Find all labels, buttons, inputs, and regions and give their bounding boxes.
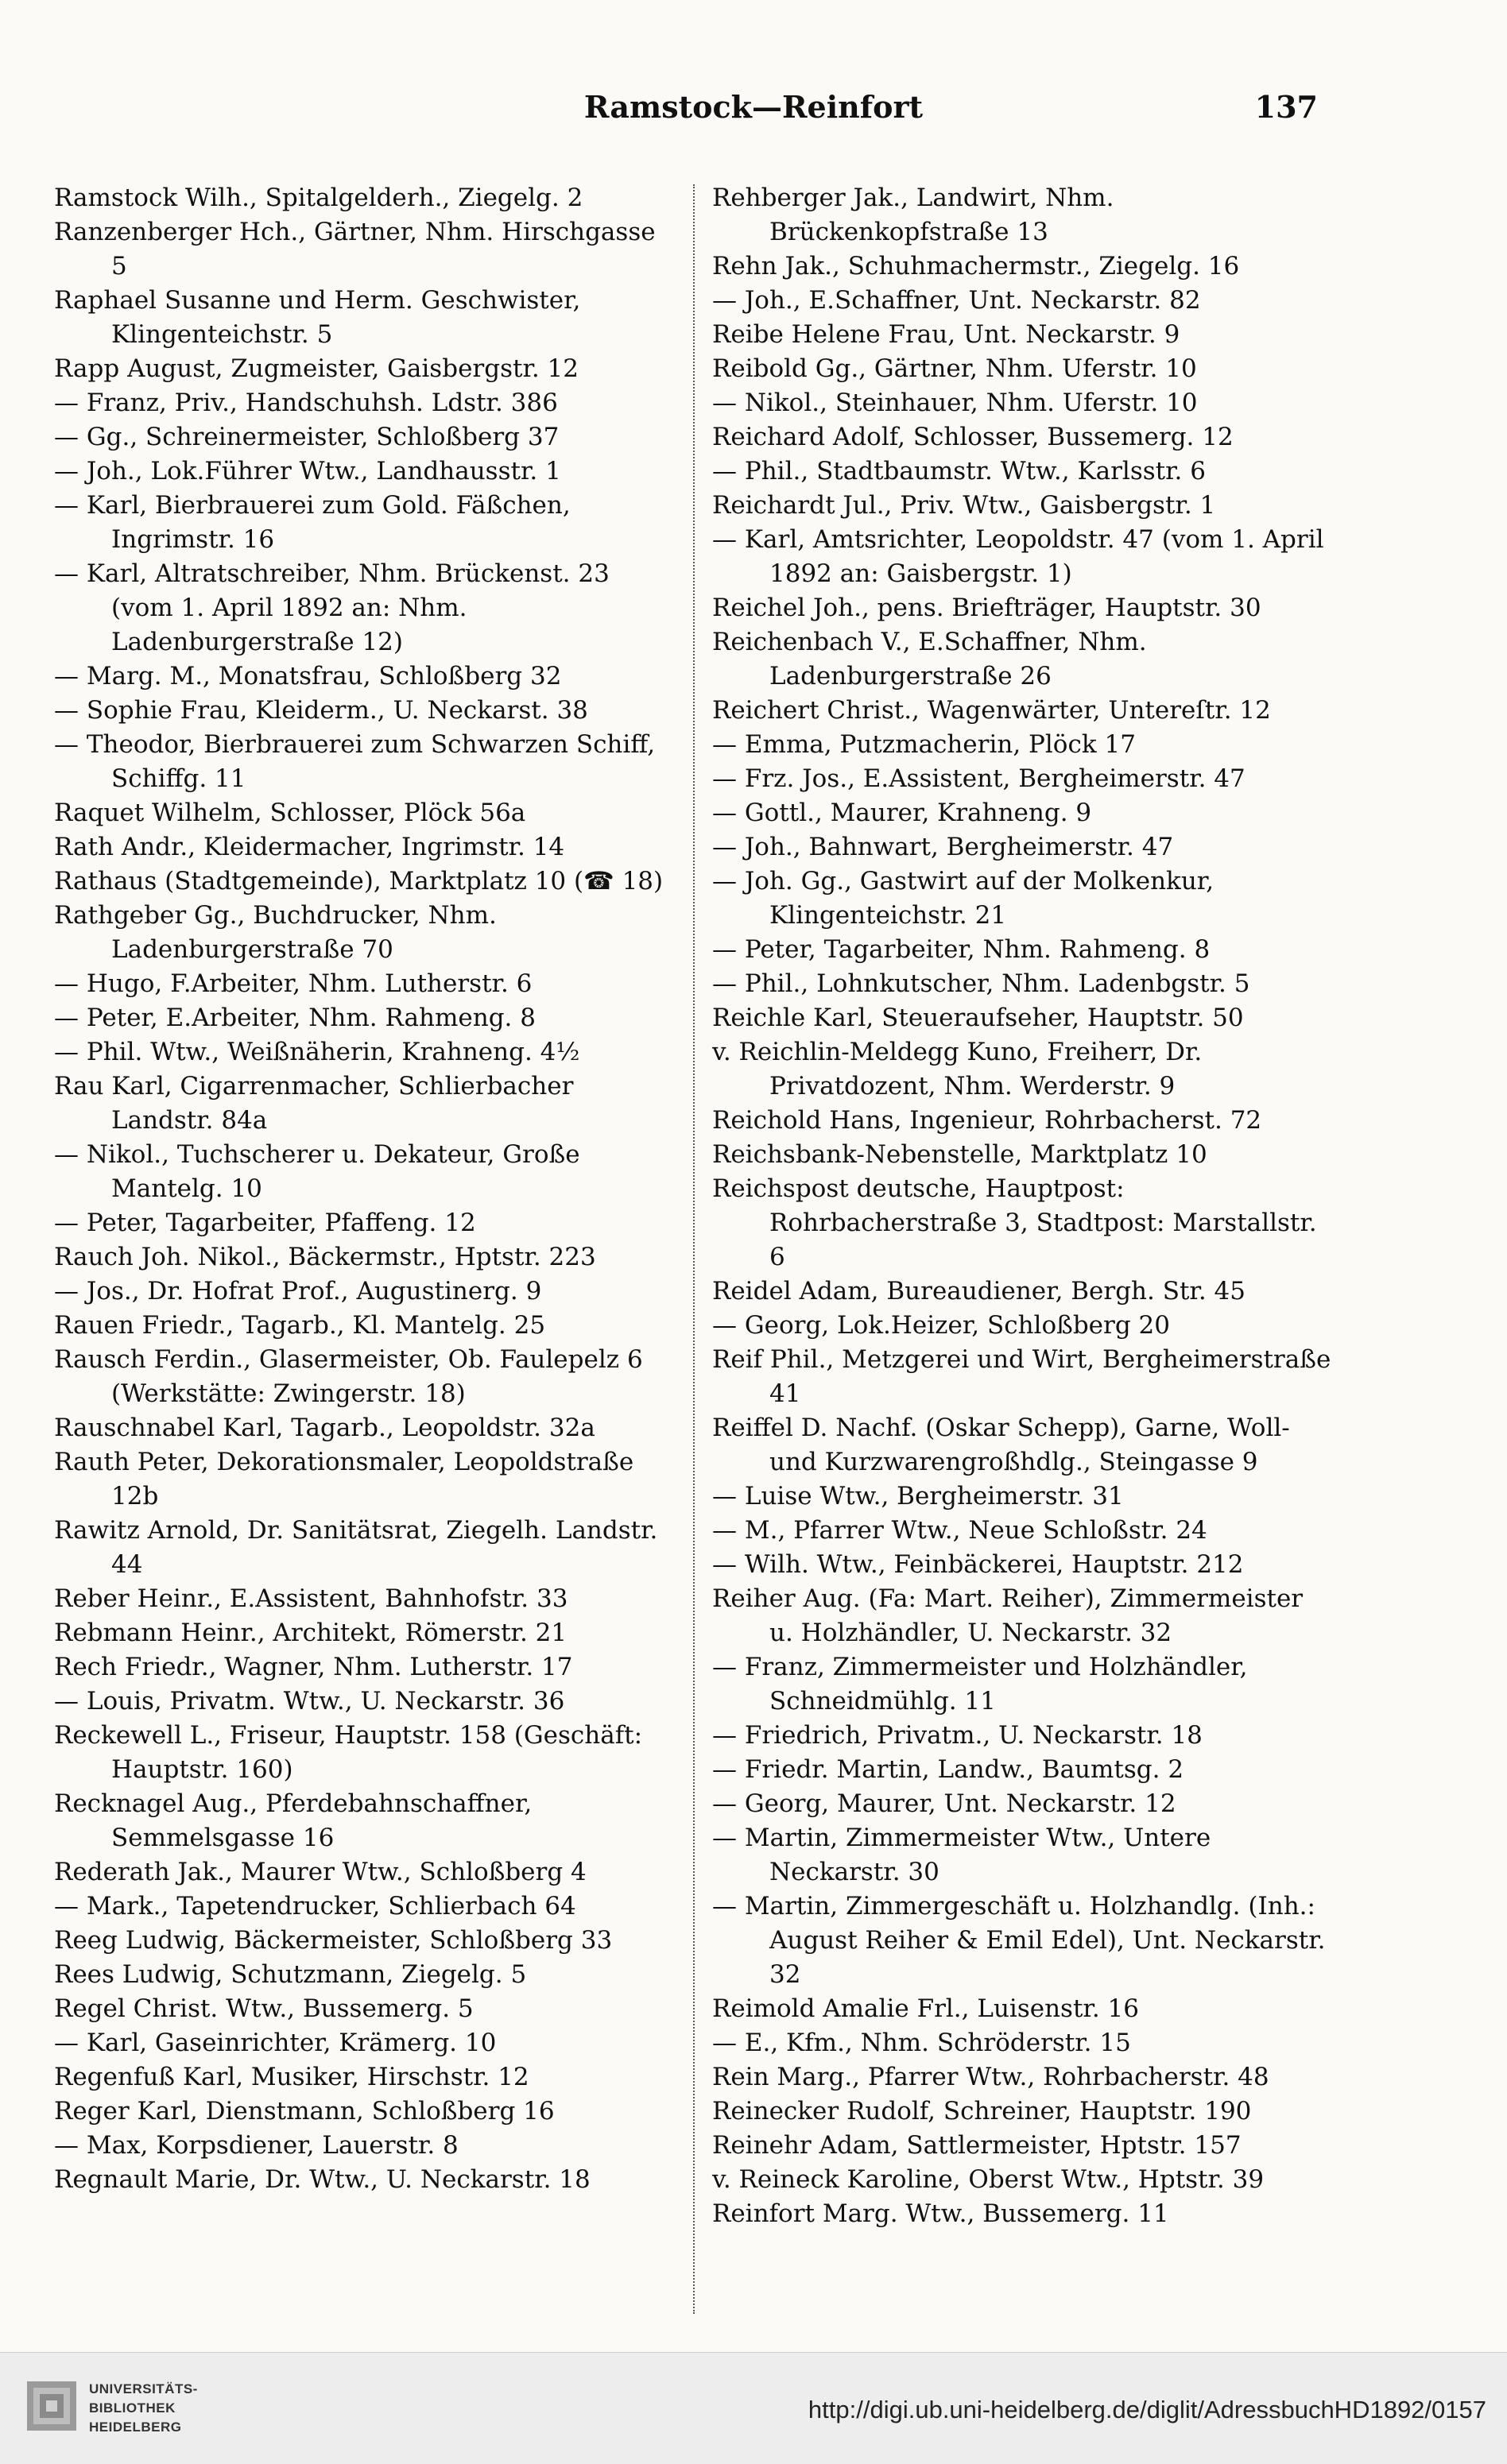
directory-entry: Rawitz Arnold, Dr. Sanitätsrat, Ziegelh. Landstr. 44	[54, 1516, 658, 1579]
directory-entry: — Sophie Frau, Kleiderm., U. Neckarst. 38	[54, 696, 588, 725]
directory-entry: Raphael Susanne und Herm. Geschwister, Klingenteichstr. 5	[54, 286, 581, 349]
directory-entry: Reichardt Jul., Priv. Wtw., Gaisbergstr. 1	[712, 491, 1216, 520]
directory-entry: Ranzenberger Hch., Gärtner, Nhm. Hirschgasse 5	[54, 218, 656, 280]
directory-entry: Rauen Friedr., Tagarb., Kl. Mantelg. 25	[54, 1311, 546, 1340]
library-name	[89, 2380, 198, 2437]
directory-entry: Reimold Amalie Frl., Luisenstr. 16	[712, 1994, 1139, 2023]
directory-entry: Reichold Hans, Ingenieur, Rohrbacherst. 72	[712, 1106, 1262, 1135]
directory-entry: Reibold Gg., Gärtner, Nhm. Uferstr. 10	[712, 354, 1197, 383]
directory-entry: — Marg. M., Monatsfrau, Schloßberg 32	[54, 662, 562, 690]
directory-entry: Rausch Ferdin., Glasermeister, Ob. Faulepelz 6 (Werkstätte: Zwingerstr. 18)	[54, 1345, 643, 1408]
directory-entry: — Gottl., Maurer, Krahneng. 9	[712, 799, 1092, 827]
directory-entry: Rath Andr., Kleidermacher, Ingrimstr. 14	[54, 833, 565, 861]
directory-entry: Rathaus (Stadtgemeinde), Marktplatz 10 (☎ 18)	[54, 867, 664, 895]
directory-entry: Raquet Wilhelm, Schlosser, Plöck 56a	[54, 799, 526, 827]
directory-entry: — Franz, Zimmermeister und Holzhändler, Schneidmühlg. 11	[712, 1653, 1248, 1716]
directory-entry: Rebmann Heinr., Architekt, Römerstr. 21	[54, 1619, 568, 1647]
page-header	[0, 89, 1507, 137]
directory-entry: Reiher Aug. (Fa: Mart. Reiher), Zimmermeister u. Holzhändler, U. Neckarstr. 32	[712, 1584, 1304, 1647]
directory-entry: — Peter, Tagarbeiter, Nhm. Rahmeng. 8	[712, 935, 1211, 964]
directory-entry: Rederath Jak., Maurer Wtw., Schloßberg 4	[54, 1858, 587, 1886]
directory-entry: — Martin, Zimmermeister Wtw., Untere Neckarstr. 30	[712, 1824, 1211, 1886]
directory-entry: Reichenbach V., E.Schaffner, Nhm. Ladenburgerstraße 26	[712, 628, 1147, 690]
directory-entry: v. Reichlin-Meldegg Kuno, Freiherr, Dr. Privatdozent, Nhm. Werderstr. 9	[712, 1038, 1203, 1100]
directory-entry: Reichard Adolf, Schlosser, Bussemerg. 12	[712, 423, 1234, 451]
directory-entry: — Martin, Zimmergeschäft u. Holzhandlg. (Inh.: August Reiher & Emil Edel), Unt. Neckarstr. 32	[712, 1892, 1326, 1989]
directory-entry: — Hugo, F.Arbeiter, Nhm. Lutherstr. 6	[54, 969, 533, 998]
directory-entry: Reichel Joh., pens. Briefträger, Hauptstr. 30	[712, 594, 1261, 622]
directory-entry: Reichert Christ., Wagenwärter, Untereſtr. 12	[712, 696, 1271, 725]
directory-entry: — Nikol., Steinhauer, Nhm. Uferstr. 10	[712, 389, 1198, 417]
directory-entry: Rau Karl, Cigarrenmacher, Schlierbacher Landstr. 84a	[54, 1072, 574, 1135]
directory-entry: — Karl, Amtsrichter, Leopoldstr. 47 (vom 1. April 1892 an: Gaisbergstr. 1)	[712, 525, 1324, 588]
left-column	[54, 181, 679, 2197]
directory-entry: Reinfort Marg. Wtw., Bussemerg. 11	[712, 2199, 1169, 2228]
library-seal-icon	[24, 2378, 79, 2434]
directory-entry: — Joh., Bahnwart, Bergheimerstr. 47	[712, 833, 1174, 861]
directory-entry: — Luise Wtw., Bergheimerstr. 31	[712, 1482, 1124, 1511]
directory-entry: — Nikol., Tuchscherer u. Dekateur, Große Mantelg. 10	[54, 1140, 580, 1203]
directory-entry: Reeg Ludwig, Bäckermeister, Schloßberg 33	[54, 1926, 613, 1955]
directory-entry: — Karl, Bierbrauerei zum Gold. Fäßchen, Ingrimstr. 16	[54, 491, 571, 554]
directory-entry: — Joh., E.Schaffner, Unt. Neckarstr. 82	[712, 286, 1201, 315]
directory-entry: — Louis, Privatm. Wtw., U. Neckarstr. 36	[54, 1687, 565, 1716]
directory-entry: Regnault Marie, Dr. Wtw., U. Neckarstr. 18	[54, 2165, 591, 2194]
directory-entry: — Wilh. Wtw., Feinbäckerei, Hauptstr. 212	[712, 1550, 1244, 1579]
directory-entry: Reichsbank-Nebenstelle, Marktplatz 10	[712, 1140, 1207, 1169]
directory-entry: Reibe Helene Frau, Unt. Neckarstr. 9	[712, 320, 1180, 349]
directory-entry: Rathgeber Gg., Buchdrucker, Nhm. Ladenburgerstraße 70	[54, 901, 497, 964]
directory-entry: v. Reineck Karoline, Oberst Wtw., Hptstr. 39	[712, 2165, 1265, 2194]
viewer-footer	[0, 2352, 1507, 2464]
directory-entry: Rein Marg., Pfarrer Wtw., Rohrbacherstr. 48	[712, 2063, 1269, 2091]
directory-entry: — Mark., Tapetendrucker, Schlierbach 64	[54, 1892, 576, 1921]
library-name-line-2: BIBLIOTHEK	[89, 2400, 176, 2416]
directory-entry: — Peter, Tagarbeiter, Pfaffeng. 12	[54, 1209, 476, 1237]
right-column	[712, 181, 1332, 2231]
directory-entry: Reidel Adam, Bureaudiener, Bergh. Str. 45	[712, 1277, 1246, 1305]
directory-entry: Recknagel Aug., Pferdebahnschaffner, Semmelsgasse 16	[54, 1789, 533, 1852]
directory-entry: Rapp August, Zugmeister, Gaisbergstr. 12	[54, 354, 579, 383]
directory-entry: — Jos., Dr. Hofrat Prof., Augustinerg. 9	[54, 1277, 542, 1305]
directory-entry: — Phil. Wtw., Weißnäherin, Krahneng. 4½	[54, 1038, 580, 1066]
directory-entry: — Franz, Priv., Handschuhsh. Ldstr. 386	[54, 389, 558, 417]
directory-entry: — Phil., Lohnkutscher, Nhm. Ladenbgstr. 5	[712, 969, 1250, 998]
directory-entry: Rehberger Jak., Landwirt, Nhm. Brückenkopfstraße 13	[712, 184, 1114, 246]
directory-entry: Reif Phil., Metzgerei und Wirt, Bergheimerstraße 41	[712, 1345, 1331, 1408]
directory-entry: Rech Friedr., Wagner, Nhm. Lutherstr. 17	[54, 1653, 573, 1681]
directory-entry: Rauch Joh. Nikol., Bäckermstr., Hptstr. 223	[54, 1243, 596, 1271]
page-title: Ramstock—Reinfort	[583, 89, 924, 125]
directory-entry: Reichle Karl, Steueraufseher, Hauptstr. 50	[712, 1004, 1244, 1032]
directory-entry: Reiffel D. Nachf. (Oskar Schepp), Garne, Woll- und Kurzwarengroßhdlg., Steingasse 9	[712, 1414, 1290, 1476]
directory-entry: — M., Pfarrer Wtw., Neue Schloßstr. 24	[712, 1516, 1207, 1545]
directory-entry: — Georg, Lok.Heizer, Schloßberg 20	[712, 1311, 1170, 1340]
directory-entry: — Max, Korpsdiener, Lauerstr. 8	[54, 2131, 459, 2160]
library-name-line-3: HEIDELBERG	[89, 2420, 182, 2435]
directory-entry: Rauth Peter, Dekorationsmaler, Leopoldstraße 12b	[54, 1448, 634, 1511]
directory-entry: — Frz. Jos., E.Assistent, Bergheimerstr. 47	[712, 764, 1246, 793]
directory-entry: Reinecker Rudolf, Schreiner, Hauptstr. 190	[712, 2097, 1252, 2126]
directory-entry: — Karl, Gaseinrichter, Krämerg. 10	[54, 2029, 497, 2057]
library-logo[interactable]	[24, 2369, 215, 2448]
column-divider	[693, 184, 695, 2314]
directory-entry: Ramstock Wilh., Spitalgelderh., Ziegelg. 2	[54, 184, 583, 212]
directory-entry: Reichspost deutsche, Hauptpost: Rohrbacherstraße 3, Stadtpost: Marstallstr. 6	[712, 1174, 1317, 1271]
directory-entry: — E., Kfm., Nhm. Schröderstr. 15	[712, 2029, 1131, 2057]
directory-entry: — Friedrich, Privatm., U. Neckarstr. 18	[712, 1721, 1203, 1750]
directory-entry: Reber Heinr., E.Assistent, Bahnhofstr. 33	[54, 1584, 568, 1613]
directory-entry: — Peter, E.Arbeiter, Nhm. Rahmeng. 8	[54, 1004, 536, 1032]
directory-entry: Reckewell L., Friseur, Hauptstr. 158 (Geschäft: Hauptstr. 160)	[54, 1721, 643, 1784]
directory-entry: — Emma, Putzmacherin, Plöck 17	[712, 730, 1136, 759]
directory-entry: — Georg, Maurer, Unt. Neckarstr. 12	[712, 1789, 1176, 1818]
directory-entry: — Joh., Lok.Führer Wtw., Landhausstr. 1	[54, 457, 561, 485]
directory-entry: — Friedr. Martin, Landw., Baumtsg. 2	[712, 1755, 1184, 1784]
directory-entry: Rauschnabel Karl, Tagarb., Leopoldstr. 32a	[54, 1414, 595, 1442]
directory-entry: Rehn Jak., Schuhmachermstr., Ziegelg. 16	[712, 252, 1240, 280]
source-url[interactable]: http://digi.ub.uni-heidelberg.de/diglit/AdressbuchHD1892/0157	[808, 2396, 1486, 2423]
directory-entry: Rees Ludwig, Schutzmann, Ziegelg. 5	[54, 1960, 527, 1989]
directory-entry: — Karl, Altratschreiber, Nhm. Brückenst. 23 (vom 1. April 1892 an: Nhm. Ladenburgerstraße 12)	[54, 559, 610, 656]
directory-entry: Regel Christ. Wtw., Bussemerg. 5	[54, 1994, 474, 2023]
page-number: 137	[1254, 89, 1318, 125]
directory-entry: — Joh. Gg., Gastwirt auf der Molkenkur, Klingenteichstr. 21	[712, 867, 1215, 930]
directory-entry: — Phil., Stadtbaumstr. Wtw., Karlsstr. 6	[712, 457, 1206, 485]
directory-entry: — Theodor, Bierbrauerei zum Schwarzen Schiff, Schiffg. 11	[54, 730, 656, 793]
library-name-line-1: UNIVERSITÄTS-	[89, 2381, 198, 2396]
directory-entry: Reger Karl, Dienstmann, Schloßberg 16	[54, 2097, 555, 2126]
directory-entry: — Gg., Schreinermeister, Schloßberg 37	[54, 423, 560, 451]
directory-entry: Reinehr Adam, Sattlermeister, Hptstr. 157	[712, 2131, 1242, 2160]
directory-entry: Regenfuß Karl, Musiker, Hirschstr. 12	[54, 2063, 529, 2091]
